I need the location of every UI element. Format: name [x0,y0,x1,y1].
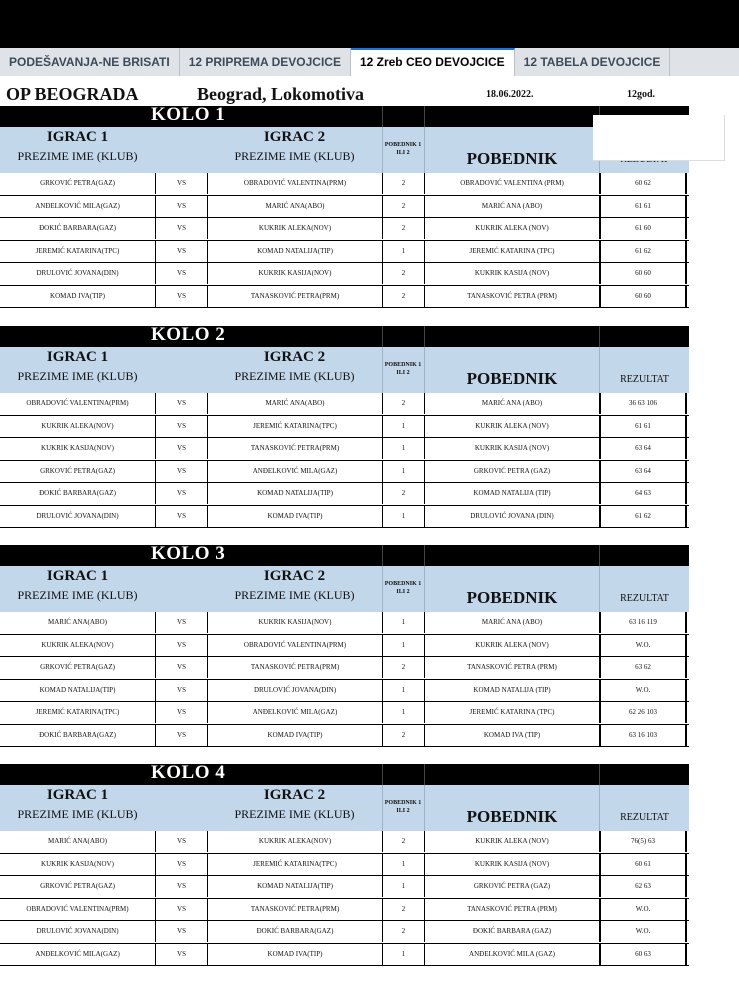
winner-header: POBEDNIK [466,807,558,826]
column-headers [0,566,689,612]
divider [599,566,600,612]
match-row [0,218,689,241]
player1-subheader: PREZIME IME (KLUB) [17,807,138,821]
winner-choice-header: POBEDNIK 1 ILI 2 [384,800,422,814]
player2-cell[interactable]: KUKRIK ALEKA(NOV) [207,831,382,852]
winner-cell[interactable]: OBRADOVIĆ VALENTINA (PRM) [424,173,599,194]
vs-cell[interactable]: VS [155,438,207,459]
match-row [0,393,689,416]
player1-cell[interactable]: MARIĆ ANA(ABO) [48,618,107,626]
winner-choice-cell[interactable]: 2 [382,725,424,746]
player2-cell[interactable]: TANASKOVIĆ PETRA(PRM) [207,286,382,307]
player1-header: IGRAC 1 [46,568,109,584]
vs-cell[interactable]: VS [155,944,207,965]
round-title: KOLO 4 [151,762,226,783]
winner-choice-cell[interactable]: 1 [382,612,424,633]
match-row [0,173,689,196]
player1-cell[interactable]: DRULOVIĆ JOVANA(DIN) [36,269,119,277]
match-row [0,196,689,219]
tab-tabela[interactable]: 12 TABELA DEVOJCICE [515,48,671,76]
sheet-tabs [0,48,739,76]
column-headers [0,347,689,393]
vs-cell[interactable]: VS [155,416,207,437]
result-cell[interactable]: 62 26 103 [599,702,687,723]
winner-choice-cell[interactable]: 1 [382,506,424,527]
vs-cell[interactable]: VS [155,612,207,633]
winner-choice-cell[interactable]: 2 [382,218,424,239]
round-3 [0,545,689,747]
match-row [0,680,689,703]
divider [599,545,600,566]
match-row [0,921,689,944]
result-cell[interactable]: 60 63 [599,944,687,965]
result-cell[interactable]: 63 16 103 [599,725,687,746]
player2-cell[interactable]: KOMAD IVA(TIP) [207,506,382,527]
player2-cell[interactable]: TANASKOVIĆ PETRA(PRM) [207,438,382,459]
player1-cell[interactable]: ANĐELKOVIĆ MILA(GAZ) [35,949,120,958]
vs-cell[interactable]: VS [155,725,207,746]
result-cell[interactable]: W.O. [599,899,687,920]
divider [424,545,425,566]
match-row [0,483,689,506]
divider [599,764,600,785]
result-cell[interactable]: 61 61 [599,416,687,437]
round-2 [0,326,689,528]
player1-cell[interactable]: DRULOVIĆ JOVANA(DIN) [36,927,119,935]
winner-choice-cell[interactable]: 2 [382,263,424,284]
player2-subheader: PREZIME IME (KLUB) [234,369,355,383]
tab-zreb[interactable]: 12 Zreb CEO DEVOJCICE [351,48,515,76]
player2-cell[interactable]: TANASKOVIĆ PETRA(PRM) [207,657,382,678]
player1-cell[interactable]: OBRADOVIĆ VALENTINA(PRM) [26,399,129,407]
winner-choice-cell[interactable]: 2 [382,899,424,920]
player2-cell[interactable]: KOMAD IVA(TIP) [207,725,382,746]
result-header: REZULTAT [620,593,669,604]
result-cell[interactable]: 60 60 [599,263,687,284]
player2-cell[interactable]: OBRADOVIĆ VALENTINA(PRM) [207,173,382,194]
winner-choice-cell[interactable]: 2 [382,196,424,217]
round-title: KOLO 2 [151,324,226,345]
match-row [0,241,689,264]
player1-cell[interactable]: KUKRIK ALEKA(NOV) [41,421,114,430]
player1-cell[interactable]: ĐOKIĆ BARBARA(GAZ) [39,224,116,232]
match-row [0,944,689,967]
player2-header: IGRAC 2 [263,787,326,803]
player1-cell[interactable]: KUKRIK KASIJA(NOV) [41,859,114,868]
organizer: OP BEOGRADA [6,84,139,104]
player2-cell[interactable]: KUKRIK KASIJA(NOV) [207,612,382,633]
divider [382,764,383,785]
player2-header: IGRAC 2 [263,568,326,584]
winner-cell[interactable]: KUKRIK ALEKA (NOV) [424,635,599,656]
divider [382,566,383,612]
vs-cell[interactable]: VS [155,854,207,875]
winner-choice-header: POBEDNIK 1 ILI 2 [384,581,422,595]
winner-choice-cell[interactable]: 1 [382,635,424,656]
player1-header: IGRAC 1 [46,129,109,145]
result-cell[interactable]: 60 61 [599,854,687,875]
winner-cell[interactable]: KUKRIK ALEKA (NOV) [424,218,599,239]
winner-cell[interactable]: JEREMIĆ KATARINA (TPC) [424,241,599,262]
winner-choice-cell[interactable]: 1 [382,876,424,897]
result-header: REZULTAT [620,374,669,385]
divider [424,764,425,785]
result-cell[interactable]: 61 62 [599,241,687,262]
player2-cell[interactable]: OBRADOVIĆ VALENTINA(PRM) [207,635,382,656]
result-cell[interactable]: 63 62 [599,657,687,678]
winner-choice-cell[interactable]: 1 [382,241,424,262]
divider [424,566,425,612]
winner-cell[interactable]: TANASKOVIĆ PETRA (PRM) [424,657,599,678]
result-header: REZULTAT [620,812,669,823]
winner-choice-header: POBEDNIK 1 ILI 2 [384,142,422,156]
player1-header: IGRAC 1 [46,787,109,803]
winner-choice-cell[interactable]: 1 [382,416,424,437]
player2-header: IGRAC 2 [263,129,326,145]
divider [382,106,383,127]
winner-choice-cell[interactable]: 2 [382,286,424,307]
divider [424,127,425,173]
player1-cell[interactable]: KOMAD NATALIJA(TIP) [39,685,116,694]
vs-cell[interactable]: VS [155,173,207,194]
player2-cell[interactable]: TANASKOVIĆ PETRA(PRM) [207,899,382,920]
result-cell[interactable]: W.O. [599,635,687,656]
match-row [0,831,689,854]
divider [424,785,425,831]
round-header [0,764,689,785]
player1-cell[interactable]: GRKOVIĆ PETRA(GAZ) [40,663,115,671]
divider [424,347,425,393]
player2-cell[interactable]: JEREMIĆ KATARINA(TPC) [207,854,382,875]
winner-choice-cell[interactable]: 1 [382,438,424,459]
player1-subheader: PREZIME IME (KLUB) [17,149,138,163]
match-row [0,635,689,658]
player2-subheader: PREZIME IME (KLUB) [234,588,355,602]
winner-choice-cell[interactable]: 1 [382,461,424,482]
divider [382,326,383,347]
match-row [0,612,689,635]
player2-cell[interactable]: KOMAD NATALIJA(TIP) [207,483,382,504]
player1-cell[interactable]: KOMAD IVA(TIP) [50,291,105,300]
player1-cell[interactable]: KUKRIK ALEKA(NOV) [41,640,114,649]
round-4 [0,764,689,966]
winner-choice-cell[interactable]: 2 [382,831,424,852]
player2-cell[interactable]: MARIĆ ANA(ABO) [207,393,382,414]
player2-cell[interactable]: JEREMIĆ KATARINA(TPC) [207,416,382,437]
round-header [0,326,689,347]
vs-cell[interactable]: VS [155,196,207,217]
vs-cell[interactable]: VS [155,218,207,239]
winner-cell[interactable]: TANASKOVIĆ PETRA (PRM) [424,286,599,307]
winner-header: POBEDNIK [466,369,558,388]
divider [382,347,383,393]
blank-cell-overlay [593,115,725,161]
match-row [0,725,689,748]
player2-cell[interactable]: KOMAD IVA(TIP) [207,944,382,965]
player2-cell[interactable]: ANĐELKOVIĆ MILA(GAZ) [207,461,382,482]
result-cell[interactable]: 61 62 [599,506,687,527]
vs-cell[interactable]: VS [155,393,207,414]
player2-cell[interactable]: KOMAD NATALIJA(TIP) [207,241,382,262]
match-row [0,438,689,461]
player2-cell[interactable]: KUKRIK KASIJA(NOV) [207,263,382,284]
divider [599,326,600,347]
result-cell[interactable]: 61 60 [599,218,687,239]
player2-subheader: PREZIME IME (KLUB) [234,807,355,821]
match-row [0,506,689,529]
result-cell[interactable]: 61 61 [599,196,687,217]
match-row [0,876,689,899]
vs-cell[interactable]: VS [155,702,207,723]
tournament-info [0,84,739,108]
winner-choice-cell[interactable]: 1 [382,854,424,875]
player2-cell[interactable]: DRULOVIĆ JOVANA(DIN) [207,680,382,701]
round-header [0,106,689,127]
player1-cell[interactable]: ĐOKIĆ BARBARA(GAZ) [39,730,116,739]
result-cell[interactable]: 62 63 [599,876,687,897]
player1-cell[interactable]: MARIĆ ANA(ABO) [48,837,107,845]
player1-cell[interactable]: ĐOKIĆ BARBARA(GAZ) [39,489,116,497]
divider [599,785,600,831]
vs-cell[interactable]: VS [155,286,207,307]
winner-choice-cell[interactable]: 1 [382,702,424,723]
result-cell[interactable]: 60 62 [599,173,687,194]
winner-choice-cell[interactable]: 2 [382,173,424,194]
age-group: 12god. [627,89,656,100]
result-cell[interactable]: 76(5) 63 [599,831,687,852]
winner-header: POBEDNIK [466,149,558,168]
vs-cell[interactable]: VS [155,483,207,504]
match-row [0,899,689,922]
winner-cell[interactable]: MARIĆ ANA (ABO) [424,196,599,217]
vs-cell[interactable]: VS [155,657,207,678]
vs-cell[interactable]: VS [155,831,207,852]
round-title: KOLO 3 [151,543,226,564]
player2-cell[interactable]: KUKRIK ALEKA(NOV) [207,218,382,239]
player2-cell[interactable]: ĐOKIĆ BARBARA(GAZ) [207,921,382,942]
date: 18.06.2022. [486,89,534,100]
top-black-bar [0,0,739,48]
vs-cell[interactable]: VS [155,506,207,527]
winner-cell[interactable]: KUKRIK ALEKA (NOV) [424,416,599,437]
vs-cell[interactable]: VS [155,461,207,482]
winner-cell[interactable]: KOMAD NATALIJA (TIP) [424,680,599,701]
winner-cell[interactable]: KUKRIK KASIJA (NOV) [424,263,599,284]
round-title: KOLO 1 [151,104,226,125]
divider [424,326,425,347]
divider [382,127,383,173]
winner-choice-header: POBEDNIK 1 ILI 2 [384,362,422,376]
match-row [0,263,689,286]
vs-cell[interactable]: VS [155,263,207,284]
player1-cell[interactable]: GRKOVIĆ PETRA(GAZ) [40,466,115,475]
divider [382,545,383,566]
winner-cell[interactable]: ANĐELKOVIĆ MILA (GAZ) [424,944,599,965]
winner-choice-cell[interactable]: 2 [382,393,424,414]
winner-choice-cell[interactable]: 2 [382,483,424,504]
winner-choice-cell[interactable]: 1 [382,680,424,701]
result-cell[interactable]: 63 64 [599,438,687,459]
player1-cell[interactable]: JEREMIĆ KATARINA(TPC) [35,708,120,716]
vs-cell[interactable]: VS [155,635,207,656]
player1-cell[interactable]: JEREMIĆ KATARINA(TPC) [35,246,120,255]
player2-header: IGRAC 2 [263,349,326,365]
player1-cell[interactable]: KUKRIK KASIJA(NOV) [41,444,114,452]
result-cell[interactable]: 36 63 106 [599,393,687,414]
result-cell[interactable]: 60 60 [599,286,687,307]
player1-subheader: PREZIME IME (KLUB) [17,369,138,383]
player2-cell[interactable]: KOMAD NATALIJA(TIP) [207,876,382,897]
result-cell[interactable]: 63 16 119 [599,612,687,633]
vs-cell[interactable]: VS [155,680,207,701]
vs-cell[interactable]: VS [155,876,207,897]
tab-podesavanja[interactable]: PODEŠAVANJA-NE BRISATI [0,48,180,76]
divider [382,785,383,831]
winner-cell[interactable]: KOMAD NATALIJA (TIP) [424,483,599,504]
winner-cell[interactable]: ĐOKIĆ BARBARA (GAZ) [424,921,599,942]
result-cell[interactable]: W.O. [599,921,687,942]
winner-cell[interactable]: KUKRIK KASIJA (NOV) [424,438,599,459]
vs-cell[interactable]: VS [155,241,207,262]
player1-cell[interactable]: DRULOVIĆ JOVANA(DIN) [36,511,119,520]
divider [424,106,425,127]
winner-choice-cell[interactable]: 2 [382,921,424,942]
column-headers [0,127,689,173]
winner-cell[interactable]: DRULOVIĆ JOVANA (DIN) [424,506,599,527]
round-header [0,545,689,566]
match-row [0,461,689,484]
player2-subheader: PREZIME IME (KLUB) [234,149,355,163]
winner-cell[interactable]: KOMAD IVA (TIP) [424,725,599,746]
winner-cell[interactable]: KUKRIK KASIJA (NOV) [424,854,599,875]
match-row [0,286,689,309]
venue: Beograd, Lokomotiva [197,84,365,104]
player1-cell[interactable]: GRKOVIĆ PETRA(GAZ) [40,179,115,187]
winner-header: POBEDNIK [466,588,558,607]
result-cell[interactable]: 63 64 [599,461,687,482]
match-row [0,416,689,439]
column-headers [0,785,689,831]
winner-cell[interactable]: JEREMIĆ KATARINA (TPC) [424,702,599,723]
winner-choice-cell[interactable]: 1 [382,944,424,965]
player1-header: IGRAC 1 [46,349,109,365]
player1-cell[interactable]: GRKOVIĆ PETRA(GAZ) [40,882,115,890]
winner-cell[interactable]: GRKOVIĆ PETRA (GAZ) [424,876,599,897]
player1-subheader: PREZIME IME (KLUB) [17,588,138,602]
player1-cell[interactable]: OBRADOVIĆ VALENTINA(PRM) [26,904,129,913]
divider [599,347,600,393]
player2-cell[interactable]: ANĐELKOVIĆ MILA(GAZ) [207,702,382,723]
winner-choice-cell[interactable]: 2 [382,657,424,678]
round-1 [0,106,689,308]
winner-cell[interactable]: TANASKOVIĆ PETRA (PRM) [424,899,599,920]
result-cell[interactable]: W.O. [599,680,687,701]
winner-cell[interactable]: MARIĆ ANA (ABO) [424,612,599,633]
winner-cell[interactable]: KUKRIK ALEKA (NOV) [424,831,599,852]
match-row [0,702,689,725]
winner-cell[interactable]: GRKOVIĆ PETRA (GAZ) [424,461,599,482]
winner-cell[interactable]: MARIĆ ANA (ABO) [424,393,599,414]
vs-cell[interactable]: VS [155,899,207,920]
match-row [0,657,689,680]
tab-priprema[interactable]: 12 PRIPREMA DEVOJCICE [180,48,351,76]
vs-cell[interactable]: VS [155,921,207,942]
player2-cell[interactable]: MARIĆ ANA(ABO) [207,196,382,217]
match-row [0,854,689,877]
player1-cell[interactable]: ANĐELKOVIĆ MILA(GAZ) [35,201,120,210]
result-cell[interactable]: 64 63 [599,483,687,504]
